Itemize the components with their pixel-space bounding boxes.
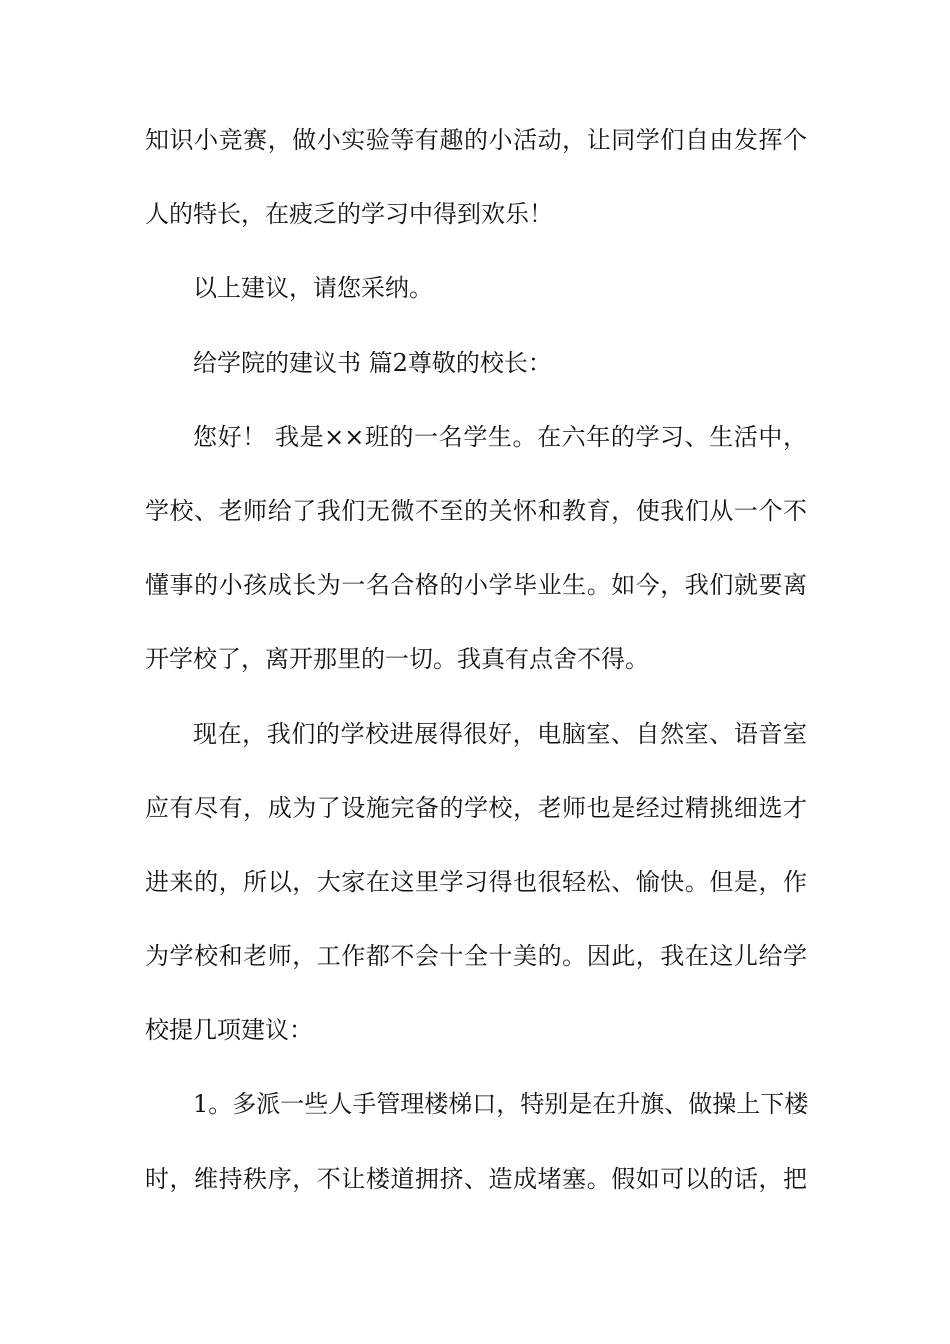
text-line-1: 知识小竞赛，做小实验等有趣的小活动，让同学们自由发挥个 <box>145 126 807 154</box>
text-line-11: 进来的，所以，大家在这里学习得也很轻松、愉快。但是，作 <box>145 867 807 896</box>
text-line-2: 人的特长，在疲乏的学习中得到欢乐！ <box>145 200 553 229</box>
text-line-3: 以上建议，请您采纳。 <box>193 274 433 303</box>
text-line-15: 时，维持秩序，不让楼道拥挤、造成堵塞。假如可以的话，把 <box>145 1164 807 1193</box>
text-line-6: 学校、老师给了我们无微不至的关怀和教育，使我们从一个不 <box>145 496 807 525</box>
document-body <box>145 128 807 1241</box>
text-line-10: 应有尽有，成为了设施完备的学校，老师也是经过精挑细选才 <box>145 793 807 822</box>
text-line-9: 现在，我们的学校进展得很好，电脑室、自然室、语音室 <box>193 719 807 748</box>
text-line-5: 您好！ 我是××班的一名学生。在六年的学习、生活中， <box>193 422 807 451</box>
text-line-14: 1。多派一些人手管理楼梯口，特别是在升旗、做操上下楼 <box>193 1090 809 1119</box>
text-line-4: 给学院的建议书 篇2尊敬的校长： <box>193 348 552 377</box>
text-line-8: 开学校了，离开那里的一切。我真有点舍不得。 <box>145 645 649 674</box>
text-line-13: 校提几项建议： <box>145 1016 313 1045</box>
text-line-7: 懂事的小孩成长为一名合格的小学毕业生。如今，我们就要离 <box>145 571 807 600</box>
text-line-12: 为学校和老师，工作都不会十全十美的。因此，我在这儿给学 <box>145 942 807 971</box>
